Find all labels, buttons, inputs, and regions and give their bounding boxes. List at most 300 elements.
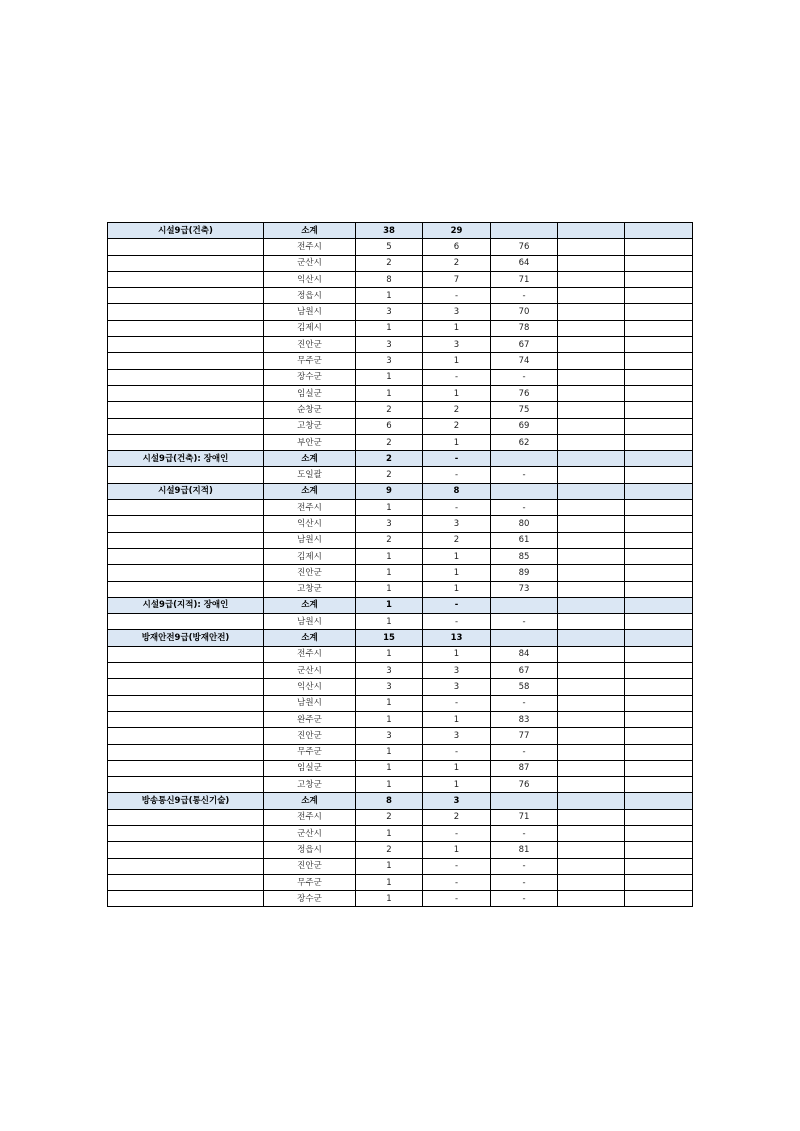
- col-1-value: 1: [356, 891, 423, 907]
- col-1-value: 2: [356, 532, 423, 548]
- subtotal-col-1: 1: [356, 597, 423, 613]
- table-row: [108, 402, 693, 418]
- region-name: 군산시: [264, 825, 356, 841]
- empty-cell: [558, 614, 625, 630]
- empty-cell: [558, 239, 625, 255]
- col-2-value: 3: [423, 337, 491, 353]
- col-2-value: -: [423, 874, 491, 890]
- subtotal-col-1: 9: [356, 483, 423, 499]
- empty-cell: [625, 353, 693, 369]
- region-name: 무주군: [264, 353, 356, 369]
- col-3-value: -: [491, 891, 558, 907]
- col-3-value: 71: [491, 809, 558, 825]
- table-row: [108, 581, 693, 597]
- category-name: 시설9급(건축): [108, 223, 264, 239]
- empty-cell: [625, 777, 693, 793]
- col-2-value: 1: [423, 385, 491, 401]
- empty-cell: [625, 337, 693, 353]
- col-2-value: 2: [423, 402, 491, 418]
- table-row: [108, 271, 693, 287]
- empty-cell: [108, 532, 264, 548]
- empty-cell: [625, 793, 693, 809]
- table-body: [108, 223, 693, 907]
- table-row: [108, 858, 693, 874]
- subtotal-row: [108, 597, 693, 613]
- region-name: 도일괄: [264, 467, 356, 483]
- empty-cell: [625, 891, 693, 907]
- empty-cell: [108, 891, 264, 907]
- col-2-value: 7: [423, 271, 491, 287]
- empty-cell: [558, 858, 625, 874]
- empty-cell: [558, 418, 625, 434]
- table-row: [108, 744, 693, 760]
- empty-cell: [625, 842, 693, 858]
- subtotal-label: 소계: [264, 630, 356, 646]
- region-name: 군산시: [264, 663, 356, 679]
- col-2-value: 1: [423, 777, 491, 793]
- empty-cell: [558, 288, 625, 304]
- region-name: 진안군: [264, 728, 356, 744]
- empty-cell: [625, 418, 693, 434]
- region-name: 고창군: [264, 581, 356, 597]
- empty-cell: [625, 239, 693, 255]
- empty-cell: [625, 271, 693, 287]
- col-1-value: 1: [356, 288, 423, 304]
- subtotal-col-3: [491, 793, 558, 809]
- empty-cell: [625, 760, 693, 776]
- table-row: [108, 304, 693, 320]
- col-2-value: 1: [423, 760, 491, 776]
- table-row: [108, 516, 693, 532]
- table-row: [108, 891, 693, 907]
- col-2-value: -: [423, 744, 491, 760]
- table-row: [108, 695, 693, 711]
- col-3-value: 85: [491, 548, 558, 564]
- category-name: 방송통신9급(통신기술): [108, 793, 264, 809]
- empty-cell: [625, 223, 693, 239]
- table-row: [108, 288, 693, 304]
- region-name: 진안군: [264, 565, 356, 581]
- empty-cell: [108, 239, 264, 255]
- category-name: 시설9급(건축): 장애인: [108, 451, 264, 467]
- empty-cell: [558, 663, 625, 679]
- table-row: [108, 369, 693, 385]
- col-2-value: 1: [423, 565, 491, 581]
- col-3-value: -: [491, 874, 558, 890]
- empty-cell: [558, 385, 625, 401]
- empty-cell: [558, 353, 625, 369]
- col-2-value: -: [423, 695, 491, 711]
- empty-cell: [625, 825, 693, 841]
- col-2-value: 3: [423, 516, 491, 532]
- col-1-value: 2: [356, 809, 423, 825]
- region-name: 정읍시: [264, 842, 356, 858]
- table-row: [108, 548, 693, 564]
- col-1-value: 1: [356, 369, 423, 385]
- empty-cell: [558, 891, 625, 907]
- empty-cell: [558, 679, 625, 695]
- col-3-value: 67: [491, 663, 558, 679]
- empty-cell: [558, 304, 625, 320]
- region-name: 남원시: [264, 614, 356, 630]
- col-2-value: -: [423, 369, 491, 385]
- empty-cell: [108, 467, 264, 483]
- region-name: 고창군: [264, 418, 356, 434]
- col-1-value: 2: [356, 434, 423, 450]
- empty-cell: [108, 663, 264, 679]
- region-name: 전주시: [264, 500, 356, 516]
- empty-cell: [108, 516, 264, 532]
- region-name: 전주시: [264, 646, 356, 662]
- empty-cell: [625, 874, 693, 890]
- empty-cell: [625, 581, 693, 597]
- col-3-value: 61: [491, 532, 558, 548]
- col-1-value: 1: [356, 874, 423, 890]
- subtotal-col-2: 29: [423, 223, 491, 239]
- empty-cell: [108, 304, 264, 320]
- table-row: [108, 663, 693, 679]
- empty-cell: [558, 728, 625, 744]
- col-3-value: 75: [491, 402, 558, 418]
- empty-cell: [108, 548, 264, 564]
- region-name: 부안군: [264, 434, 356, 450]
- table-row: [108, 434, 693, 450]
- col-1-value: 3: [356, 353, 423, 369]
- col-3-value: -: [491, 744, 558, 760]
- col-3-value: 78: [491, 320, 558, 336]
- empty-cell: [108, 434, 264, 450]
- col-2-value: 1: [423, 842, 491, 858]
- table-row: [108, 418, 693, 434]
- table-row: [108, 711, 693, 727]
- region-name: 남원시: [264, 304, 356, 320]
- empty-cell: [625, 516, 693, 532]
- col-3-value: -: [491, 500, 558, 516]
- empty-cell: [625, 467, 693, 483]
- empty-cell: [558, 483, 625, 499]
- empty-cell: [108, 385, 264, 401]
- subtotal-label: 소계: [264, 223, 356, 239]
- empty-cell: [625, 646, 693, 662]
- empty-cell: [108, 369, 264, 385]
- subtotal-col-1: 15: [356, 630, 423, 646]
- empty-cell: [558, 597, 625, 613]
- col-2-value: 3: [423, 663, 491, 679]
- col-2-value: 1: [423, 711, 491, 727]
- subtotal-row: [108, 223, 693, 239]
- col-2-value: -: [423, 467, 491, 483]
- col-1-value: 2: [356, 467, 423, 483]
- category-name: 방재안전9급(방재안전): [108, 630, 264, 646]
- col-2-value: -: [423, 288, 491, 304]
- table-row: [108, 760, 693, 776]
- empty-cell: [558, 271, 625, 287]
- table-row: [108, 614, 693, 630]
- subtotal-col-3: [491, 630, 558, 646]
- empty-cell: [625, 695, 693, 711]
- col-1-value: 1: [356, 581, 423, 597]
- table-row: [108, 874, 693, 890]
- subtotal-col-1: 2: [356, 451, 423, 467]
- empty-cell: [558, 255, 625, 271]
- col-3-value: -: [491, 467, 558, 483]
- col-1-value: 5: [356, 239, 423, 255]
- empty-cell: [558, 565, 625, 581]
- empty-cell: [625, 402, 693, 418]
- recruitment-table: [107, 222, 693, 907]
- empty-cell: [625, 451, 693, 467]
- empty-cell: [558, 402, 625, 418]
- col-3-value: -: [491, 369, 558, 385]
- empty-cell: [625, 597, 693, 613]
- empty-cell: [558, 516, 625, 532]
- col-2-value: 2: [423, 418, 491, 434]
- empty-cell: [625, 679, 693, 695]
- subtotal-row: [108, 630, 693, 646]
- empty-cell: [108, 679, 264, 695]
- col-3-value: 81: [491, 842, 558, 858]
- table-row: [108, 353, 693, 369]
- region-name: 익산시: [264, 679, 356, 695]
- subtotal-col-3: [491, 451, 558, 467]
- col-1-value: 1: [356, 320, 423, 336]
- subtotal-row: [108, 483, 693, 499]
- region-name: 임실군: [264, 760, 356, 776]
- region-name: 전주시: [264, 809, 356, 825]
- col-2-value: 1: [423, 353, 491, 369]
- empty-cell: [558, 500, 625, 516]
- empty-cell: [558, 548, 625, 564]
- region-name: 정읍시: [264, 288, 356, 304]
- col-1-value: 2: [356, 255, 423, 271]
- region-name: 김제시: [264, 548, 356, 564]
- col-1-value: 3: [356, 337, 423, 353]
- empty-cell: [558, 777, 625, 793]
- empty-cell: [625, 500, 693, 516]
- region-name: 장수군: [264, 369, 356, 385]
- subtotal-col-1: 8: [356, 793, 423, 809]
- col-3-value: 62: [491, 434, 558, 450]
- region-name: 진안군: [264, 337, 356, 353]
- subtotal-col-1: 38: [356, 223, 423, 239]
- col-2-value: -: [423, 858, 491, 874]
- table-row: [108, 565, 693, 581]
- subtotal-row: [108, 793, 693, 809]
- col-1-value: 8: [356, 271, 423, 287]
- col-3-value: 76: [491, 777, 558, 793]
- region-name: 장수군: [264, 891, 356, 907]
- col-1-value: 1: [356, 825, 423, 841]
- empty-cell: [558, 809, 625, 825]
- col-2-value: 2: [423, 532, 491, 548]
- empty-cell: [625, 858, 693, 874]
- empty-cell: [558, 646, 625, 662]
- empty-cell: [625, 255, 693, 271]
- col-1-value: 1: [356, 500, 423, 516]
- category-name: 시설9급(지적): 장애인: [108, 597, 264, 613]
- empty-cell: [108, 842, 264, 858]
- table-row: [108, 825, 693, 841]
- col-3-value: 69: [491, 418, 558, 434]
- empty-cell: [558, 451, 625, 467]
- table-row: [108, 500, 693, 516]
- col-3-value: -: [491, 614, 558, 630]
- empty-cell: [558, 711, 625, 727]
- empty-cell: [558, 581, 625, 597]
- table-row: [108, 646, 693, 662]
- empty-cell: [108, 500, 264, 516]
- empty-cell: [625, 728, 693, 744]
- empty-cell: [558, 320, 625, 336]
- empty-cell: [108, 320, 264, 336]
- table-row: [108, 728, 693, 744]
- col-1-value: 1: [356, 777, 423, 793]
- empty-cell: [625, 483, 693, 499]
- empty-cell: [108, 825, 264, 841]
- region-name: 고창군: [264, 777, 356, 793]
- region-name: 남원시: [264, 695, 356, 711]
- empty-cell: [558, 630, 625, 646]
- col-1-value: 3: [356, 679, 423, 695]
- region-name: 전주시: [264, 239, 356, 255]
- col-3-value: 76: [491, 385, 558, 401]
- col-2-value: 1: [423, 320, 491, 336]
- empty-cell: [108, 271, 264, 287]
- empty-cell: [625, 320, 693, 336]
- empty-cell: [558, 532, 625, 548]
- table-row: [108, 320, 693, 336]
- subtotal-label: 소계: [264, 483, 356, 499]
- empty-cell: [625, 288, 693, 304]
- empty-cell: [108, 695, 264, 711]
- table-row: [108, 467, 693, 483]
- col-1-value: 1: [356, 646, 423, 662]
- empty-cell: [625, 614, 693, 630]
- empty-cell: [558, 760, 625, 776]
- col-1-value: 1: [356, 744, 423, 760]
- empty-cell: [558, 793, 625, 809]
- region-name: 순창군: [264, 402, 356, 418]
- col-3-value: 87: [491, 760, 558, 776]
- subtotal-label: 소계: [264, 451, 356, 467]
- table-row: [108, 777, 693, 793]
- col-3-value: 83: [491, 711, 558, 727]
- region-name: 김제시: [264, 320, 356, 336]
- empty-cell: [108, 809, 264, 825]
- empty-cell: [625, 711, 693, 727]
- col-1-value: 1: [356, 614, 423, 630]
- col-3-value: 84: [491, 646, 558, 662]
- col-1-value: 2: [356, 842, 423, 858]
- empty-cell: [625, 565, 693, 581]
- col-1-value: 3: [356, 304, 423, 320]
- empty-cell: [558, 467, 625, 483]
- col-2-value: -: [423, 891, 491, 907]
- col-3-value: 67: [491, 337, 558, 353]
- col-3-value: 76: [491, 239, 558, 255]
- col-2-value: -: [423, 500, 491, 516]
- category-name: 시설9급(지적): [108, 483, 264, 499]
- subtotal-col-3: [491, 483, 558, 499]
- subtotal-col-2: 8: [423, 483, 491, 499]
- col-3-value: -: [491, 825, 558, 841]
- empty-cell: [108, 760, 264, 776]
- region-name: 익산시: [264, 516, 356, 532]
- empty-cell: [108, 728, 264, 744]
- col-3-value: 74: [491, 353, 558, 369]
- subtotal-row: [108, 451, 693, 467]
- col-3-value: 58: [491, 679, 558, 695]
- empty-cell: [625, 744, 693, 760]
- subtotal-col-2: 13: [423, 630, 491, 646]
- region-name: 완주군: [264, 711, 356, 727]
- col-2-value: 1: [423, 548, 491, 564]
- col-3-value: 64: [491, 255, 558, 271]
- col-3-value: 77: [491, 728, 558, 744]
- col-1-value: 1: [356, 385, 423, 401]
- empty-cell: [108, 565, 264, 581]
- empty-cell: [625, 809, 693, 825]
- col-3-value: -: [491, 695, 558, 711]
- col-1-value: 1: [356, 760, 423, 776]
- empty-cell: [558, 369, 625, 385]
- empty-cell: [558, 434, 625, 450]
- empty-cell: [108, 874, 264, 890]
- region-name: 남원시: [264, 532, 356, 548]
- empty-cell: [108, 288, 264, 304]
- empty-cell: [625, 385, 693, 401]
- subtotal-col-2: -: [423, 451, 491, 467]
- region-name: 임실군: [264, 385, 356, 401]
- empty-cell: [558, 744, 625, 760]
- empty-cell: [108, 744, 264, 760]
- col-2-value: 2: [423, 255, 491, 271]
- table-row: [108, 532, 693, 548]
- col-1-value: 6: [356, 418, 423, 434]
- empty-cell: [108, 353, 264, 369]
- col-3-value: 73: [491, 581, 558, 597]
- subtotal-col-3: [491, 223, 558, 239]
- empty-cell: [558, 695, 625, 711]
- region-name: 무주군: [264, 874, 356, 890]
- empty-cell: [558, 825, 625, 841]
- empty-cell: [558, 842, 625, 858]
- col-2-value: 1: [423, 434, 491, 450]
- col-1-value: 3: [356, 663, 423, 679]
- col-1-value: 1: [356, 695, 423, 711]
- subtotal-col-2: -: [423, 597, 491, 613]
- empty-cell: [558, 874, 625, 890]
- empty-cell: [625, 548, 693, 564]
- empty-cell: [625, 304, 693, 320]
- table-row: [108, 385, 693, 401]
- col-3-value: 89: [491, 565, 558, 581]
- table-row: [108, 337, 693, 353]
- subtotal-label: 소계: [264, 597, 356, 613]
- empty-cell: [108, 337, 264, 353]
- region-name: 익산시: [264, 271, 356, 287]
- col-1-value: 3: [356, 728, 423, 744]
- col-2-value: 3: [423, 679, 491, 695]
- col-1-value: 2: [356, 402, 423, 418]
- empty-cell: [625, 532, 693, 548]
- region-name: 군산시: [264, 255, 356, 271]
- empty-cell: [625, 369, 693, 385]
- subtotal-col-3: [491, 597, 558, 613]
- col-2-value: -: [423, 825, 491, 841]
- col-1-value: 1: [356, 711, 423, 727]
- region-name: 무주군: [264, 744, 356, 760]
